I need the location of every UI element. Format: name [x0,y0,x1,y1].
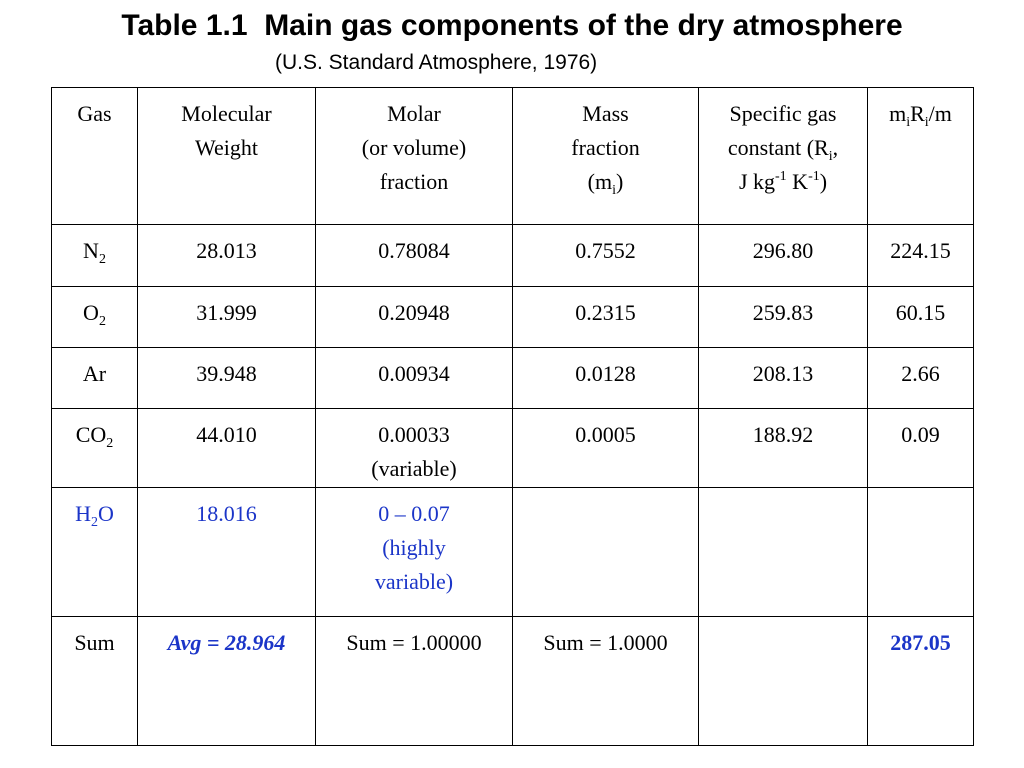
cell-gas: $O_2$ [52,287,138,348]
cell-gas-constant: 188.92 [699,409,868,488]
table-row-h2o [52,488,974,617]
cell-molar-fraction: 0 – 0.07 (highly variable) [316,488,513,617]
cell-gas-constant: 208.13 [699,348,868,409]
table-row-ar [52,348,974,409]
cell-gas: $N_2$ [52,225,138,287]
cell-molar-fraction: 0.78084 [316,225,513,287]
cell-mass-fraction: 0.0005 [513,409,699,488]
cell-molecular-weight: 31.999 [138,287,316,348]
cell-gas-constant [699,488,868,617]
header-mass-fraction: Mass fraction $(m_i)$ [513,88,699,225]
cell-mi-ri-over-m: 2.66 [868,348,974,409]
table-row-o2 [52,287,974,348]
cell-mass-fraction: 0.0128 [513,348,699,409]
page-title: Table 1.1 Main gas components of the dry atmosphere [121,9,903,42]
table-row-co2 [52,409,974,488]
cell-sum-label: Sum [52,617,138,746]
cell-mi-ri-over-m: 224.15 [868,225,974,287]
cell-molecular-weight: 44.010 [138,409,316,488]
cell-average-molecular-weight: Avg = 28.964 [138,617,316,746]
header-specific-gas-constant: Specific gas constant ($R_i$, J $kg^{-1}$ $K^{-1}$) [699,88,868,225]
cell-mi-ri-over-m [868,488,974,617]
header-row [52,88,974,225]
cell-mass-fraction: 0.2315 [513,287,699,348]
cell-molar-fraction: 0.20948 [316,287,513,348]
cell-gas: $H_2O$ [52,488,138,617]
cell-sum-molar-fraction: Sum = 1.00000 [316,617,513,746]
cell-molecular-weight: 39.948 [138,348,316,409]
table-row-n2 [52,225,974,287]
cell-sum-mi-ri-over-m: 287.05 [868,617,974,746]
cell-mass-fraction: 0.7552 [513,225,699,287]
cell-sum-gas-constant [699,617,868,746]
header-molecular-weight: Molecular Weight [138,88,316,225]
header-mi-ri-over-m: $m_iR_i/m$ [868,88,974,225]
cell-mi-ri-over-m: 0.09 [868,409,974,488]
header-molar-fraction: Molar (or volume) fraction [316,88,513,225]
cell-molar-fraction: 0.00934 [316,348,513,409]
cell-mass-fraction [513,488,699,617]
cell-gas-constant: 296.80 [699,225,868,287]
cell-molecular-weight: 28.013 [138,225,316,287]
cell-sum-mass-fraction: Sum = 1.0000 [513,617,699,746]
header-gas: Gas [52,88,138,225]
cell-gas-constant: 259.83 [699,287,868,348]
gas-components-table [51,87,974,746]
cell-gas: Ar [52,348,138,409]
cell-gas: $CO_2$ [52,409,138,488]
cell-mi-ri-over-m: 60.15 [868,287,974,348]
table-row-sum [52,617,974,746]
cell-molar-fraction: 0.00033 (variable) [316,409,513,488]
cell-molecular-weight: 18.016 [138,488,316,617]
page-subtitle: (U.S. Standard Atmosphere, 1976) [275,51,598,74]
